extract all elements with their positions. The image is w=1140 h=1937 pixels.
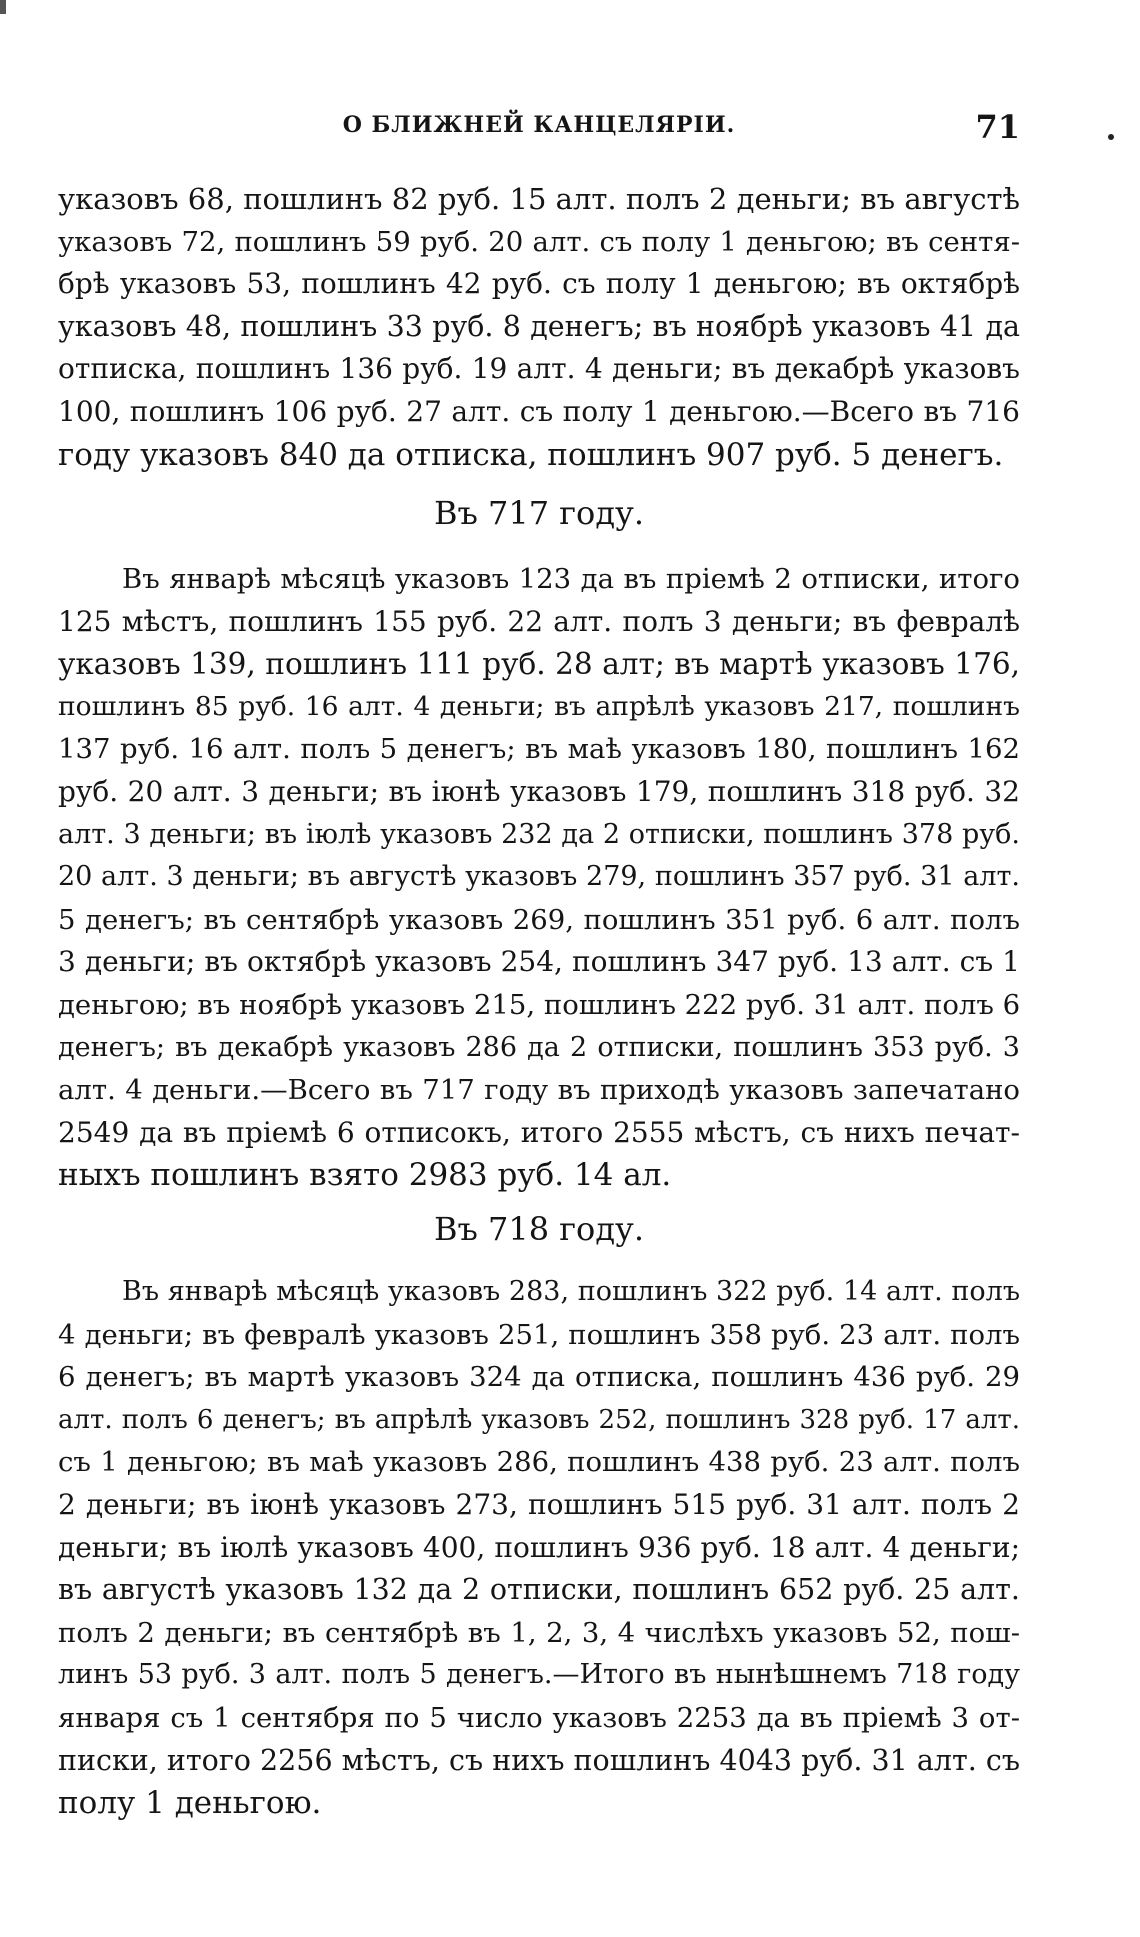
text-line: полъ 2 деньги; въ сентябрѣ въ 1, 2, 3, 4 числѣхъ указовъ 52, пош- [58, 1616, 1020, 1649]
text-line: 6 денегъ; въ мартѣ указовъ 324 да отписка, пошлинъ 436 руб. 29 [58, 1361, 1020, 1394]
page-header [58, 108, 1020, 148]
text-line: 125 мѣстъ, пошлинъ 155 руб. 22 алт. полъ 3 деньги; въ февралѣ [58, 604, 1020, 638]
text-line: указовъ 72, пошлинъ 59 руб. 20 алт. съ полу 1 деньгою; въ сентя- [58, 225, 1020, 258]
text-line: указовъ 48, пошлинъ 33 руб. 8 денегъ; въ ноябрѣ указовъ 41 да [58, 309, 1020, 343]
text-line: полу 1 деньгою. [58, 1785, 322, 1822]
text-line: алт. 4 деньги.—Всего въ 717 году въ приходѣ указовъ запечатано [58, 1074, 1020, 1107]
margin-dot [1108, 134, 1114, 140]
text-line: 2549 да въ пріемѣ 6 отписокъ, итого 2555 мѣстъ, съ нихъ печат- [58, 1115, 1020, 1149]
section-heading-718: Въ 718 году. [433, 1210, 645, 1248]
text-line: указовъ 139, пошлинъ 111 руб. 28 алт; въ мартѣ указовъ 176, [58, 647, 1020, 682]
text-line: въ августѣ указовъ 132 да 2 отписки, пошлинъ 652 руб. 25 алт. [58, 1573, 1020, 1607]
paragraph-717 [58, 558, 1020, 1197]
text-line: января съ 1 сентября по 5 число указовъ 2253 да въ пріемѣ 3 от- [58, 1701, 1020, 1734]
text-line: брѣ указовъ 53, пошлинъ 42 руб. съ полу 1 деньгою; въ октябрѣ [58, 267, 1020, 301]
text-line: 2 деньги; въ іюнѣ указовъ 273, пошлинъ 515 руб. 31 алт. полъ 2 [58, 1487, 1020, 1521]
text-line: 100, пошлинъ 106 руб. 27 алт. съ полу 1 деньгою.—Всего въ 716 [58, 394, 1020, 428]
text-line: пошлинъ 85 руб. 16 алт. 4 деньги; въ апрѣлѣ указовъ 217, пошлинъ [58, 690, 1020, 722]
paragraph-716-continuation [58, 178, 1020, 476]
text-line: съ 1 деньгою; въ маѣ указовъ 286, пошлинъ 438 руб. 23 алт. полъ [58, 1446, 1020, 1479]
scan-corner-mark [0, 0, 6, 14]
text-line: указовъ 68, пошлинъ 82 руб. 15 алт. полъ 2 деньги; въ августѣ [58, 182, 1020, 216]
page-number: 71 [975, 108, 1020, 146]
section-heading-717: Въ 717 году. [433, 494, 645, 532]
text-line: 5 денегъ; въ сентябрѣ указовъ 269, пошлинъ 351 руб. 6 алт. полъ [58, 903, 1020, 936]
running-title: О БЛИЖНЕЙ КАНЦЕЛЯРІИ. [342, 112, 736, 138]
text-line: году указовъ 840 да отписка, пошлинъ 907 руб. 5 денегъ. [58, 436, 1004, 473]
text-line: руб. 20 алт. 3 деньги; въ іюнѣ указовъ 179, пошлинъ 318 руб. 32 [58, 774, 1020, 808]
text-line: линъ 53 руб. 3 алт. полъ 5 денегъ.—Итого въ нынѣшнемъ 718 году [58, 1659, 1020, 1691]
text-line: Въ январѣ мѣсяцѣ указовъ 123 да въ пріемѣ 2 отписки, итого [122, 563, 1020, 595]
text-line: писки, итого 2256 мѣстъ, съ нихъ пошлинъ 4043 руб. 31 алт. съ [58, 1743, 1020, 1777]
text-line: 4 деньги; въ февралѣ указовъ 251, пошлинъ 358 руб. 23 алт. полъ [58, 1318, 1020, 1351]
text-line: алт. 3 деньги; въ іюлѣ указовъ 232 да 2 отписки, пошлинъ 378 руб. [58, 818, 1020, 850]
text-line: деньгою; въ ноябрѣ указовъ 215, пошлинъ 222 руб. 31 алт. полъ 6 [58, 988, 1020, 1021]
text-line: деньги; въ іюлѣ указовъ 400, пошлинъ 936 руб. 18 алт. 4 деньги; [58, 1530, 1020, 1564]
text-line: алт. полъ 6 денегъ; въ апрѣлѣ указовъ 252, пошлинъ 328 руб. 17 алт. [58, 1404, 1020, 1435]
text-line: 3 деньги; въ октябрѣ указовъ 254, пошлинъ 347 руб. 13 алт. съ 1 [58, 945, 1020, 979]
text-line: 137 руб. 16 алт. полъ 5 денегъ; въ маѣ указовъ 180, пошлинъ 162 [58, 733, 1020, 766]
text-line: Въ январѣ мѣсяцѣ указовъ 283, пошлинъ 322 руб. 14 алт. полъ [122, 1276, 1020, 1307]
text-line: 20 алт. 3 деньги; въ августѣ указовъ 279, пошлинъ 357 руб. 31 алт. [58, 861, 1020, 893]
paragraph-718 [58, 1271, 1020, 1825]
text-line: отписка, пошлинъ 136 руб. 19 алт. 4 деньги; въ декабрѣ указовъ [58, 352, 1020, 386]
text-line: ныхъ пошлинъ взято 2983 руб. 14 ал. [58, 1157, 672, 1194]
text-line: денегъ; въ декабрѣ указовъ 286 да 2 отписки, пошлинъ 353 руб. 3 [58, 1031, 1020, 1063]
